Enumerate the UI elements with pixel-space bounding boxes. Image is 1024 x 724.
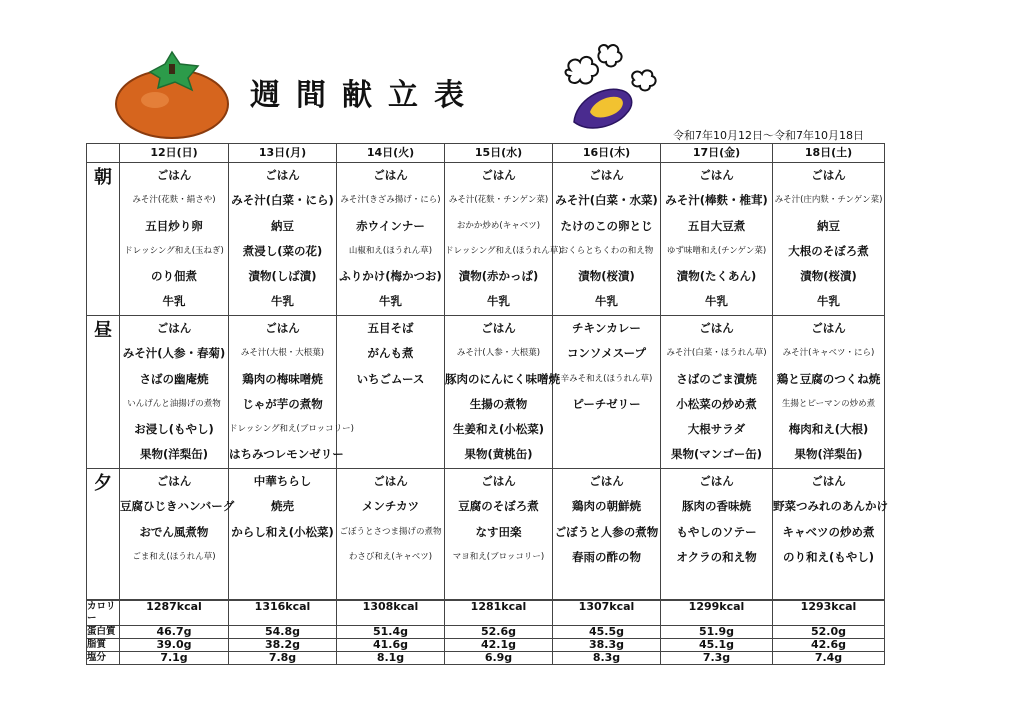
corner-cell (87, 144, 120, 163)
dish-item: ごはん (481, 321, 516, 335)
dish-item: 野菜つみれのあんかけ (773, 499, 888, 514)
nutrition-value: 41.6g (337, 639, 445, 652)
day-header: 14日(火) (337, 144, 445, 163)
meal-label-breakfast: 朝 (87, 163, 120, 316)
nutrition-value: 42.1g (445, 639, 553, 652)
dish-item: ごはん (156, 168, 192, 182)
dish-item: みそ汁(人参・大根葉) (456, 348, 541, 359)
nutrition-label: 蛋白質 (87, 626, 120, 639)
dish-item: 生姜和え(小松菜) (452, 422, 544, 437)
dish-item: 牛乳 (379, 294, 402, 309)
dish-item: 果物(マンゴー缶) (670, 447, 762, 462)
dish-item: みそ汁(白菜・水菜) (555, 193, 658, 208)
dish-item: 果物(洋梨缶) (139, 447, 208, 462)
dish-item: 納豆 (817, 218, 840, 233)
nutrition-value: 38.3g (553, 639, 661, 652)
menu-cell-breakfast (229, 163, 337, 316)
dish-item: ごはん (156, 321, 192, 335)
dish-item: 鶏肉の朝鮮焼 (572, 499, 641, 514)
dish-item: のり佃煮 (151, 269, 197, 284)
dish-item: 納豆 (271, 218, 294, 233)
menu-cell-lunch (445, 316, 560, 469)
dish-item: 果物(洋梨缶) (794, 447, 863, 462)
dish-item: みそ汁(花麩・チンゲン菜) (448, 195, 549, 206)
dish-item: おくらとちくわの和え物 (559, 245, 654, 256)
day-header-row (87, 144, 885, 163)
menu-cell-breakfast (120, 163, 229, 316)
nutrition-value: 45.1g (661, 639, 773, 652)
dish-item: 生揚の煮物 (469, 396, 528, 411)
nutrition-value: 39.0g (120, 639, 229, 652)
nutrition-value: 8.3g (553, 652, 661, 665)
dish-item: ごはん (811, 321, 846, 335)
dish-item: 煮浸し(菜の花) (242, 243, 323, 258)
dish-item: 漬物(桜漬) (800, 269, 857, 284)
dish-item: オクラの和え物 (676, 549, 757, 564)
dish-item: みそ汁(白菜・ほうれん草) (666, 348, 767, 359)
dish-item: 牛乳 (705, 294, 728, 309)
dish-item: 鶏と豆腐のつくね焼 (776, 371, 881, 386)
day-header: 13日(月) (229, 144, 337, 163)
dish-item: はちみつレモンゼリー (229, 447, 344, 462)
dish-item: おでん風煮物 (139, 524, 209, 539)
nutrition-value: 42.6g (773, 639, 885, 652)
dish-item: 大根サラダ (687, 422, 746, 437)
dish-item: がんも煮 (367, 346, 414, 361)
dish-item: 牛乳 (595, 294, 618, 309)
dish-item: からし和え(小松菜) (231, 524, 334, 539)
nutrition-value: 51.4g (337, 626, 445, 639)
dish-item: メンチカツ (361, 499, 420, 514)
dish-item: 辛みそ和え(ほうれん草) (560, 373, 653, 384)
page-title: 週間献立表 (250, 78, 480, 113)
dish-item: いちごムース (356, 371, 425, 386)
dish-item: みそ汁(きざみ揚げ・にら) (340, 195, 441, 206)
dish-item: みそ汁(キャベツ・にら) (782, 348, 875, 359)
nutrition-value: 1293kcal (773, 600, 885, 626)
dish-item: みそ汁(白菜・にら) (231, 193, 334, 208)
nutrition-label: カロリー (87, 600, 120, 626)
dish-item: 豚肉の香味焼 (682, 499, 751, 514)
day-header: 18日(土) (773, 144, 885, 163)
dish-item: 五目そば (367, 321, 414, 335)
dish-item: ドレッシング和え(ブロッコリー) (229, 424, 354, 435)
day-header: 15日(水) (445, 144, 553, 163)
dish-item: マヨ和え(ブロッコリー) (452, 551, 545, 562)
dish-item: 漬物(しば漬) (248, 269, 317, 284)
dish-item: ごはん (589, 474, 624, 488)
dish-item: みそ汁(大根・大根葉) (240, 348, 325, 359)
dish-item: みそ汁(人参・春菊) (122, 346, 226, 361)
dish-item: みそ汁(花麩・絹さや) (132, 195, 216, 206)
day-header: 16日(木) (553, 144, 661, 163)
dish-item: 大根のそぼろ煮 (788, 243, 869, 258)
menu-cell-lunch (229, 316, 354, 469)
dish-item: ごはん (811, 168, 846, 182)
dish-item: ごぼうと人参の煮物 (554, 524, 659, 539)
dish-item: 漬物(たくあん) (676, 269, 757, 284)
menu-cell-dinner (553, 469, 661, 601)
dish-item: ピーチゼリー (572, 396, 641, 411)
menu-cell-breakfast (553, 163, 661, 316)
menu-cell-breakfast (337, 163, 445, 316)
nutrition-value: 52.6g (445, 626, 553, 639)
lunch-row (87, 316, 885, 469)
menu-cell-breakfast (445, 163, 562, 316)
nutrition-value: 1281kcal (445, 600, 553, 626)
nutrition-value: 1308kcal (337, 600, 445, 626)
menu-cell-lunch (553, 316, 661, 469)
nutrition-value: 6.9g (445, 652, 553, 665)
day-header: 12日(日) (120, 144, 229, 163)
menu-cell-lunch (337, 316, 445, 469)
dish-item: ごはん (481, 168, 516, 182)
dish-item: 山椒和え(ほうれん草) (348, 245, 433, 256)
dish-item: おかか炒め(キャベツ) (456, 220, 541, 231)
nutrition-label: 脂質 (87, 639, 120, 652)
dish-item: 小松菜の炒め煮 (676, 396, 757, 411)
dish-item: 焼売 (271, 499, 294, 514)
dish-item: 牛乳 (487, 294, 510, 309)
nutrition-value: 52.0g (773, 626, 885, 639)
nutrition-value: 38.2g (229, 639, 337, 652)
dish-item: 牛乳 (271, 294, 294, 309)
nutrition-value: 51.9g (661, 626, 773, 639)
dish-item: 漬物(桜漬) (578, 269, 635, 284)
nutrition-value: 1287kcal (120, 600, 229, 626)
nutrition-value: 7.4g (773, 652, 885, 665)
dish-item: キャベツの炒め煮 (782, 524, 875, 539)
nutrition-label: 塩分 (87, 652, 120, 665)
dish-item: ごはん (481, 474, 516, 488)
dish-item: お浸し(もやし) (134, 422, 214, 437)
dish-item: ごはん (265, 321, 300, 335)
nutrition-value: 7.8g (229, 652, 337, 665)
dish-item: 生揚とピーマンの炒め煮 (781, 398, 876, 409)
dish-item: ごはん (699, 474, 734, 488)
dish-item: じゃが芋の煮物 (242, 396, 323, 411)
dish-item: ごはん (699, 321, 734, 335)
dish-item: いんげんと油揚げの煮物 (127, 398, 221, 409)
menu-cell-dinner (337, 469, 445, 601)
dish-item: ごはん (589, 168, 624, 182)
dish-item: 鶏肉の梅味噌焼 (242, 371, 323, 386)
dish-item: さばのごま漬焼 (676, 371, 757, 386)
nutrition-row (87, 600, 885, 626)
sweet-potato-illustration (556, 42, 666, 142)
menu-cell-dinner (445, 469, 553, 601)
nutrition-value: 7.1g (120, 652, 229, 665)
dish-item: 春雨の酢の物 (572, 549, 641, 564)
dish-item: ごはん (373, 474, 408, 488)
dish-item: ごはん (373, 168, 408, 182)
dish-item: 梅肉和え(大根) (788, 422, 869, 437)
dish-item: ごはん (265, 168, 300, 182)
nutrition-value: 1299kcal (661, 600, 773, 626)
dish-item: 漬物(赤かっぱ) (458, 269, 539, 284)
dish-item: 豆腐ひじきハンバーグ (120, 499, 235, 514)
menu-cell-breakfast (661, 163, 773, 316)
dish-item: ドレッシング和え(ほうれん草) (445, 245, 562, 256)
nutrition-row (87, 639, 885, 652)
menu-cell-dinner (120, 469, 235, 601)
dish-item: みそ汁(庄内麩・チンゲン菜) (774, 195, 883, 206)
menu-cell-lunch (120, 316, 229, 469)
nutrition-value: 1307kcal (553, 600, 661, 626)
dish-item: わさび和え(キャベツ) (348, 551, 433, 562)
dish-item: 赤ウインナー (356, 218, 425, 233)
nutrition-row (87, 626, 885, 639)
dish-item: 牛乳 (162, 294, 186, 309)
dish-item: ゆず味噌和え(チンゲン菜) (666, 245, 767, 256)
dish-item: もやしのソテー (676, 524, 757, 539)
menu-cell-dinner (229, 469, 337, 601)
dish-item: コンソメスープ (566, 346, 647, 361)
dish-item: 豆腐のそぼろ煮 (458, 499, 539, 514)
meal-label-dinner: 夕 (87, 469, 120, 601)
meal-label-lunch: 昼 (87, 316, 120, 469)
dish-item: のり和え(もやし) (782, 549, 874, 564)
dish-item: みそ汁(棒麩・椎茸) (665, 193, 768, 208)
nutrition-value: 45.5g (553, 626, 661, 639)
dish-item: 果物(黄桃缶) (464, 447, 533, 462)
dish-item: ごま和え(ほうれん草) (132, 551, 216, 562)
dish-item: ごはん (811, 474, 846, 488)
menu-cell-dinner (661, 469, 773, 601)
nutrition-row (87, 652, 885, 665)
dish-item: ごはん (699, 168, 734, 182)
menu-cell-lunch (661, 316, 773, 469)
breakfast-row (87, 163, 885, 316)
dish-item: ごはん (156, 474, 192, 488)
dish-item: 牛乳 (817, 294, 840, 309)
dish-item: 五目炒り卵 (145, 218, 203, 233)
dish-item: 五目大豆煮 (687, 218, 746, 233)
dish-item: なす田楽 (475, 524, 522, 539)
dish-item: ごぼうとさつま揚げの煮物 (339, 526, 442, 537)
dinner-row (87, 469, 885, 601)
nutrition-value: 1316kcal (229, 600, 337, 626)
dish-item: 豚肉のにんにく味噌焼 (445, 371, 560, 386)
persimmon-illustration (110, 42, 240, 142)
day-header: 17日(金) (661, 144, 773, 163)
dish-item: 中華ちらし (253, 474, 312, 488)
dish-item: ドレッシング和え(玉ねぎ) (124, 245, 224, 256)
menu-cell-breakfast (773, 163, 885, 316)
dish-item: たけのこの卵とじ (560, 218, 653, 233)
menu-table (86, 143, 888, 665)
nutrition-value: 46.7g (120, 626, 229, 639)
menu-cell-lunch (773, 316, 885, 469)
nutrition-value: 7.3g (661, 652, 773, 665)
date-range: 令和7年10月12日～令和7年10月18日 (673, 129, 864, 142)
menu-cell-dinner (773, 469, 888, 601)
nutrition-value: 8.1g (337, 652, 445, 665)
dish-item: さばの幽庵焼 (139, 371, 209, 386)
dish-item: ふりかけ(梅かつお) (339, 269, 442, 284)
nutrition-value: 54.8g (229, 626, 337, 639)
dish-item: チキンカレー (572, 321, 641, 335)
